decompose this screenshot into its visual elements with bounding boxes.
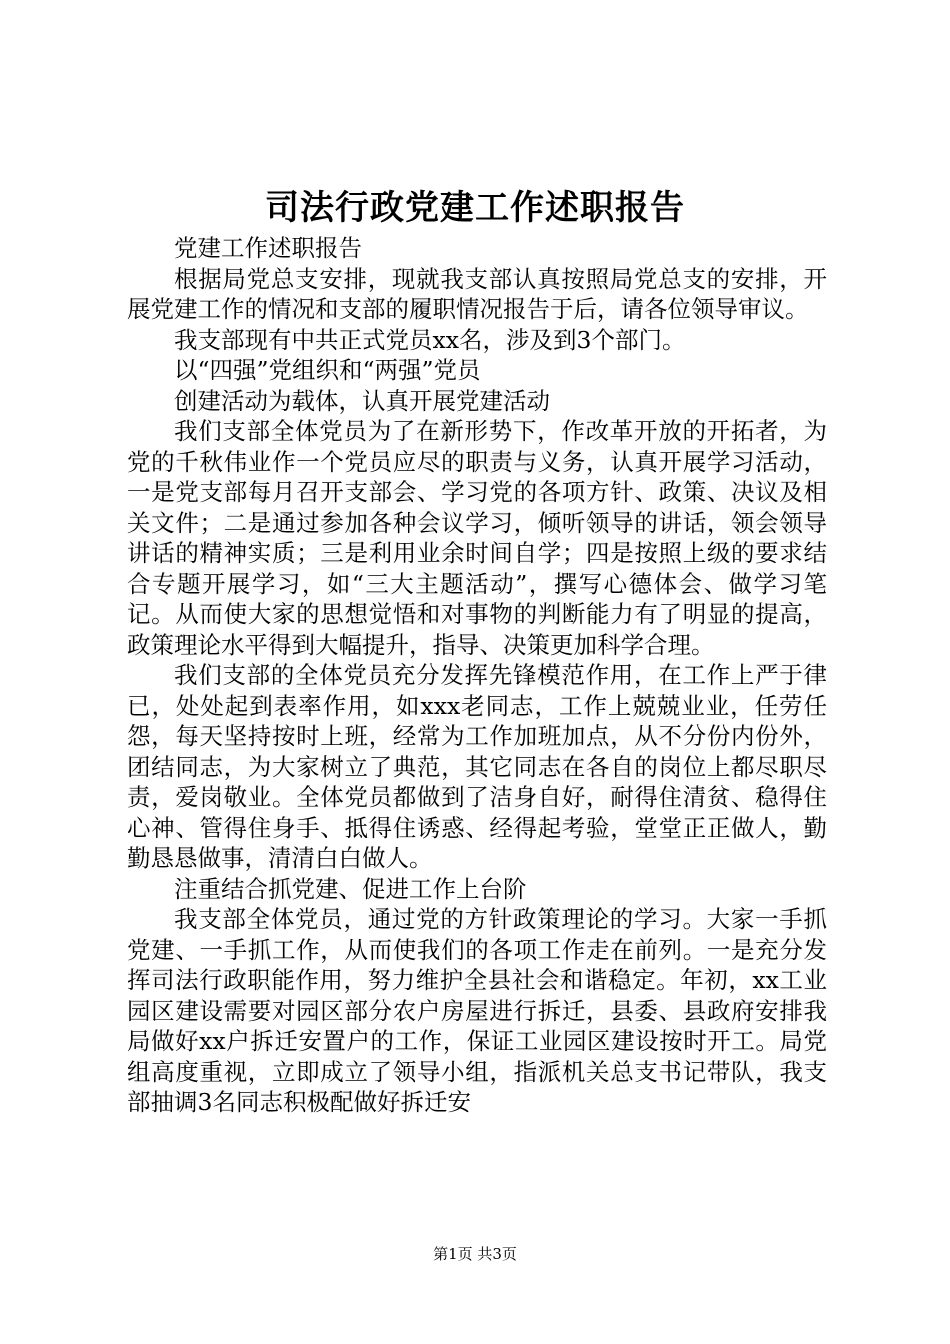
document-body <box>127 233 827 1118</box>
paragraph: 以“四强”党组织和“两强”党员 <box>174 356 481 384</box>
paragraph: 我们支部全体党员为了在新形势下，作改革开放的开拓者，为党的千秋伟业作一个党员应尽的职责与义务，认真开展学习活动，一是党支部每月召开支部会、学习党的各项方针、政策、决议及相关文件；二是通过参加各种会议学习，倾听领导的讲话，领会领导讲话的精神实质；三是利用业余时间自学；四是按照上级的要求结合专题开展学习，如“三大主题活动”，撰写心德体会、做学习笔记。从而使大家的思想觉悟和对事物的判断能力有了明显的提高，政策理论水平得到大幅提升，指导、决策更加科学合理。 <box>127 417 827 659</box>
document-title: 司法行政党建工作述职报告 <box>265 188 685 228</box>
paragraph: 我们支部的全体党员充分发挥先锋模范作用，在工作上严于律已，处处起到表率作用，如xxx老同志，工作上兢兢业业，任劳任怨，每天坚持按时上班，经常为工作加班加点，从不分份内份外，团结同志，为大家树立了典范，其它同志在各自的岗位上都尽职尽责，爱岗敬业。全体党员都做到了洁身自好，耐得住清贫、稳得住心神、管得住身手、抵得住诱惑、经得起考验，堂堂正正做人，勤勤恳恳做事，清清白白做人。 <box>127 661 827 872</box>
page-footer: 第1页 共3页 <box>433 1245 517 1263</box>
paragraph: 我支部现有中共正式党员xx名，涉及到3个部门。 <box>174 325 686 354</box>
paragraph: 注重结合抓党建、促进工作上台阶 <box>174 874 527 903</box>
paragraph: 我支部全体党员，通过党的方针政策理论的学习。大家一手抓党建、一手抓工作，从而使我们的各项工作走在前列。一是充分发挥司法行政职能作用，努力维护全县社会和谐稳定。年初，xx工业园区建设需要对园区部分农户房屋进行拆迁，县委、县政府安排我局做好xx户拆迁安置户的工作，保证工业园区建设按时开工。局党组高度重视，立即成立了领导小组，指派机关总支书记带队，我支部抽调3名同志积极配做好拆迁安 <box>127 905 827 1116</box>
paragraph: 党建工作述职报告 <box>174 234 362 262</box>
paragraph: 创建活动为载体，认真开展党建活动 <box>174 386 550 415</box>
paragraph: 根据局党总支安排，现就我支部认真按照局党总支的安排，开展党建工作的情况和支部的履职情况报告于后，请各位领导审议。 <box>127 264 827 323</box>
